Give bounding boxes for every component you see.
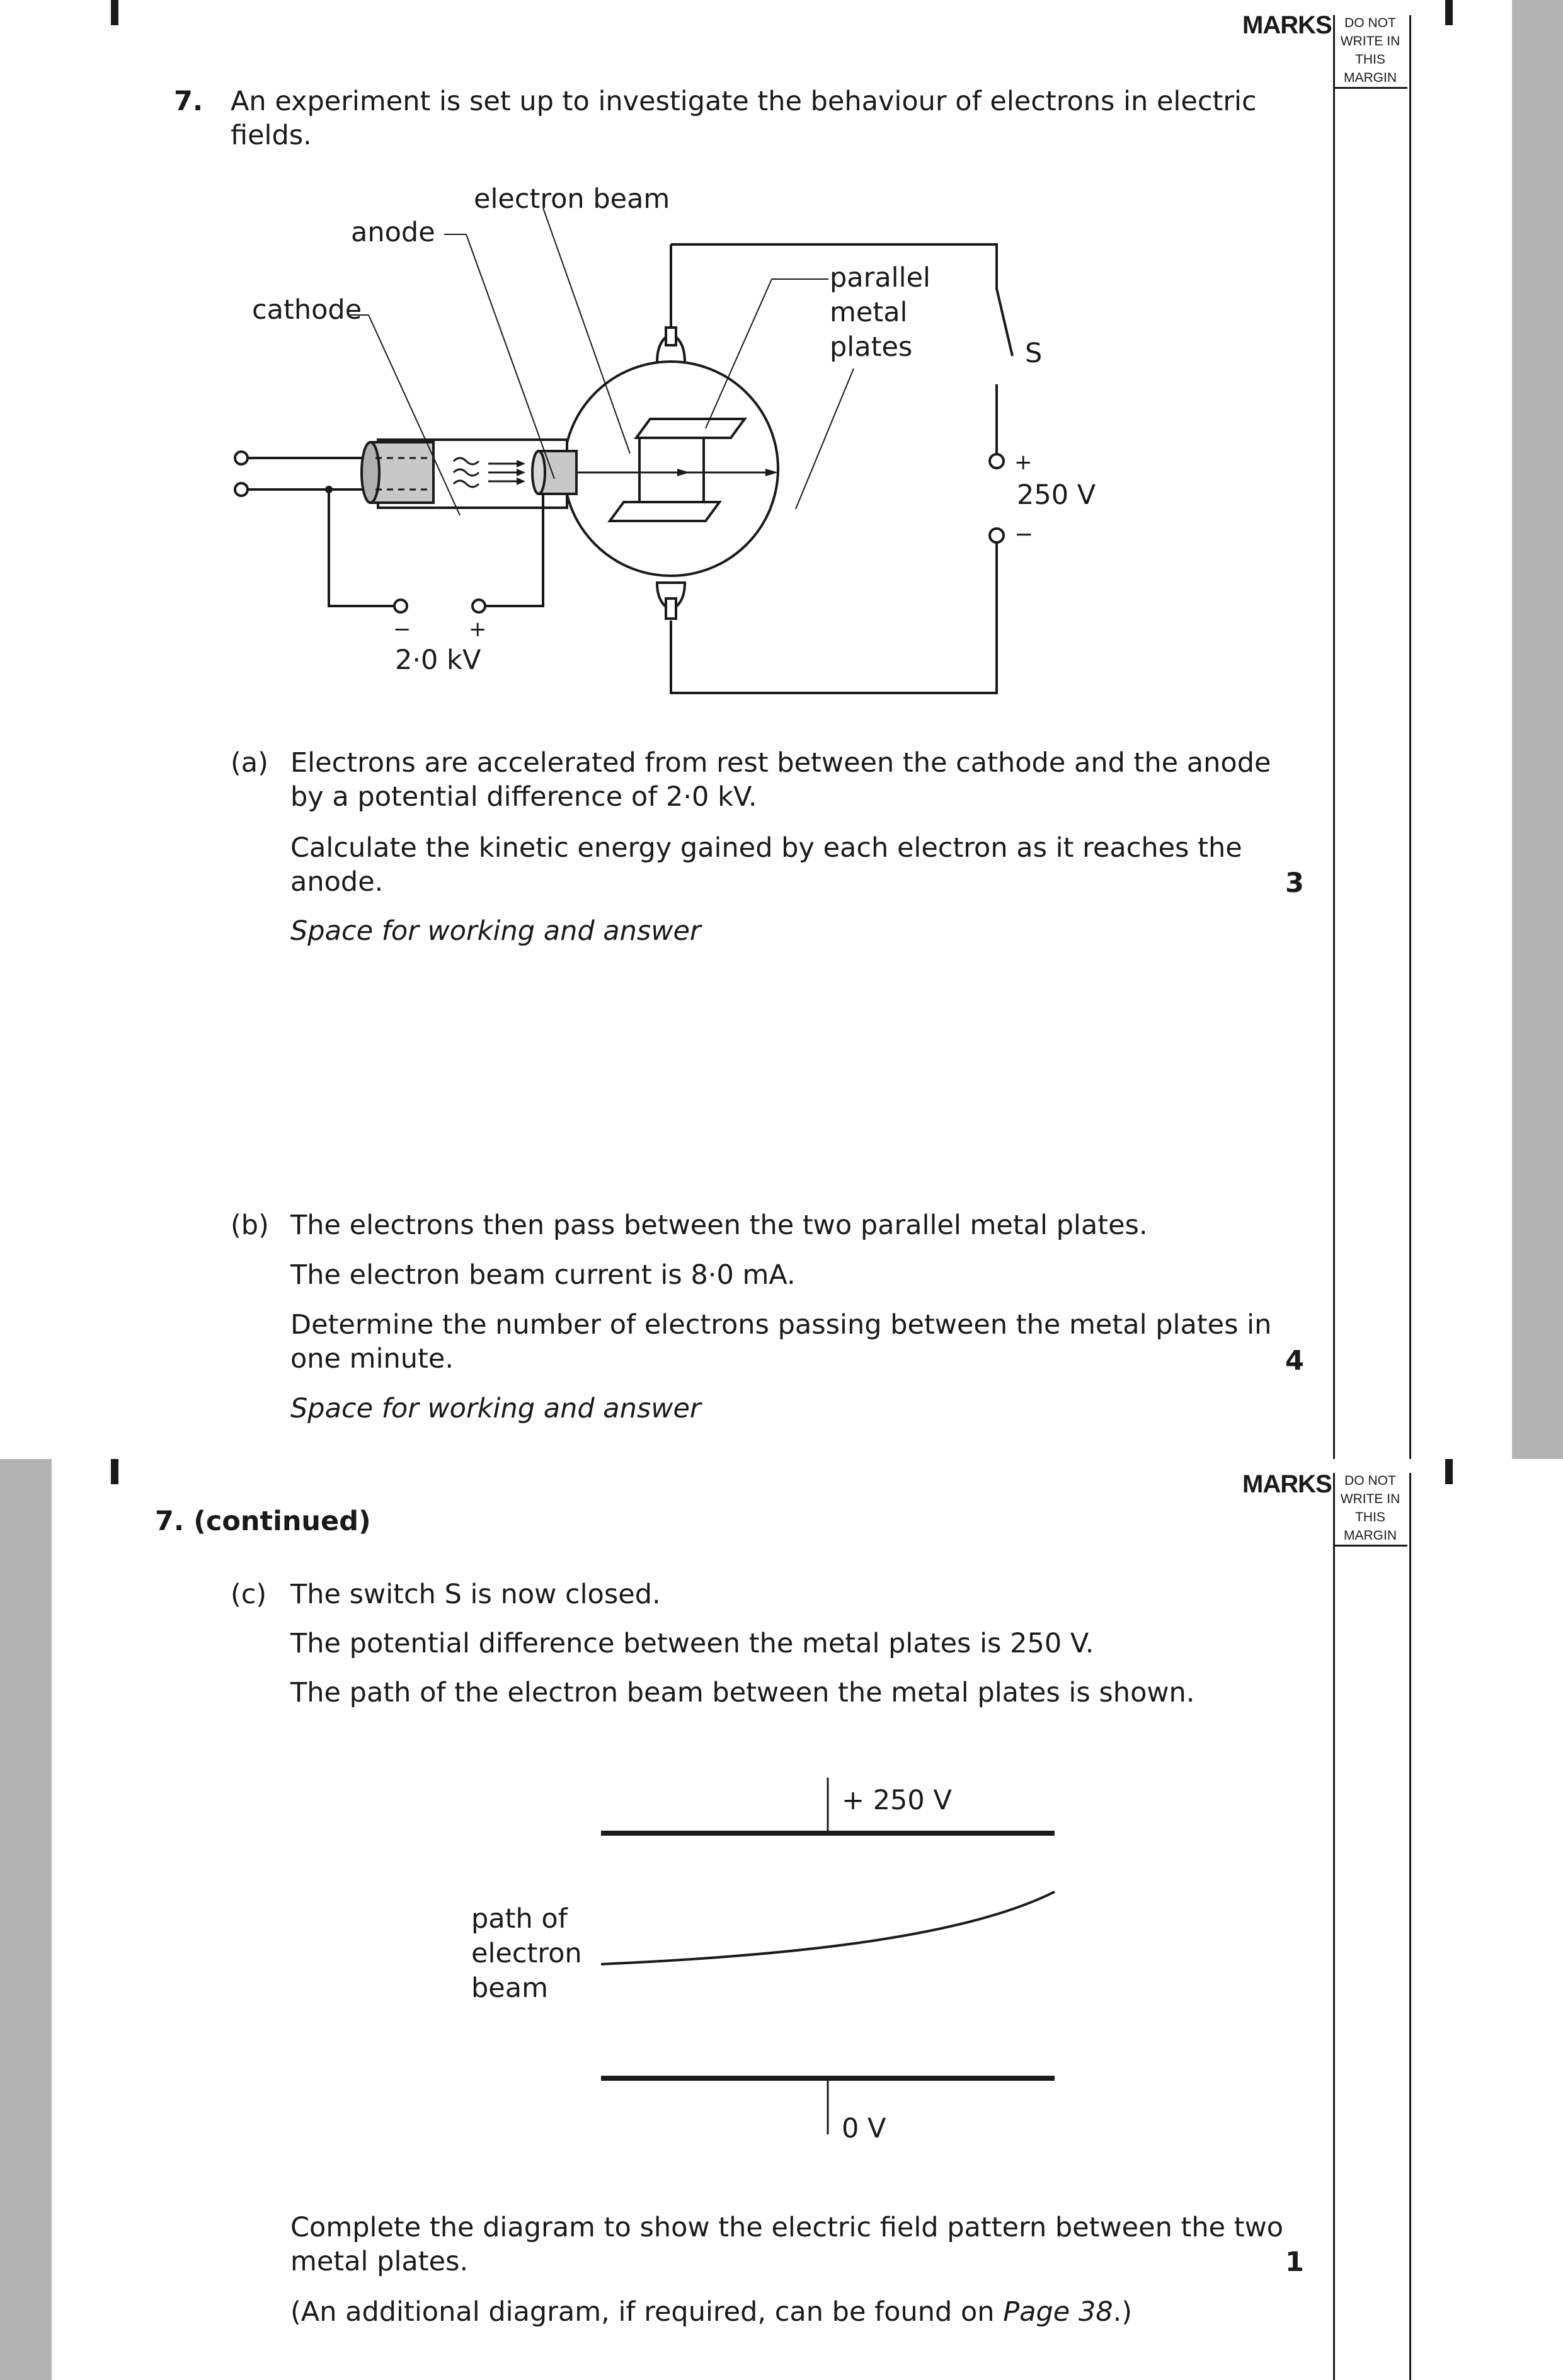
marks-column-header: MARKS xyxy=(1242,11,1332,39)
note-text: (An additional diagram, if required, can be found on xyxy=(290,2296,1004,2328)
part-b-line-1: The electrons then pass between the two parallel metal plates. xyxy=(290,1210,1148,1241)
part-c-line-3: The path of the electron beam between the metal plates is shown. xyxy=(290,1677,1195,1708)
label-plates-3: plates xyxy=(830,331,913,363)
question-continued: 7. (continued) xyxy=(155,1506,371,1537)
label-electron-beam: electron beam xyxy=(474,183,670,215)
part-a-task-1: Calculate the kinetic energy gained by each electron as it reaches the xyxy=(290,832,1242,864)
note-line: MARGIN xyxy=(1344,71,1397,85)
label-plus: + xyxy=(1014,450,1033,475)
part-b-marks: 4 xyxy=(1285,1345,1304,1376)
part-c-note xyxy=(290,2294,1132,2330)
part-b-working-space: Space for working and answer xyxy=(290,1393,701,1424)
question-intro-line-1: An experiment is set up to investigate the behaviour of electrons in electric xyxy=(231,86,1257,117)
part-a-line-1: Electrons are accelerated from rest between the cathode and the anode xyxy=(290,747,1271,779)
part-c-task-1: Complete the diagram to show the electric field pattern between the two xyxy=(290,2212,1284,2243)
part-a-marks: 3 xyxy=(1285,867,1304,899)
note-line: DO NOT xyxy=(1344,1473,1396,1488)
note-line: WRITE IN xyxy=(1340,34,1400,49)
label-path-3: beam xyxy=(471,1972,548,2004)
note-line: MARGIN xyxy=(1344,1528,1397,1543)
label-2kv: 2·0 kV xyxy=(395,644,481,676)
label-bottom-voltage: 0 V xyxy=(842,2113,886,2144)
label-accel-minus: − xyxy=(393,617,411,642)
part-b-line-2: The electron beam current is 8·0 mA. xyxy=(290,1259,796,1291)
note-page-ref: Page 38 xyxy=(1003,2296,1113,2328)
label-top-voltage: + 250 V xyxy=(842,1785,952,1816)
electron-beam-path xyxy=(601,1892,1055,1964)
label-minus: − xyxy=(1014,522,1034,547)
note-line: DO NOT xyxy=(1344,16,1396,30)
part-c-line-2: The potential difference between the metal plates is 250 V. xyxy=(290,1628,1094,1659)
marks-column-header: MARKS xyxy=(1242,1470,1332,1498)
question-intro-line-2: fields. xyxy=(231,120,312,151)
label-250v: 250 V xyxy=(1017,479,1096,511)
note-line: THIS xyxy=(1355,1510,1385,1525)
question-number: 7. xyxy=(174,86,203,117)
part-b-task-1: Determine the number of electrons passing between the metal plates in xyxy=(290,1309,1272,1341)
label-path-1: path of xyxy=(471,1903,568,1935)
part-a-label: (a) xyxy=(231,747,268,779)
part-c-marks: 1 xyxy=(1285,2246,1304,2278)
note-line: THIS xyxy=(1355,52,1385,67)
part-b-task-2: one minute. xyxy=(290,1343,454,1375)
label-cathode: cathode xyxy=(252,294,362,326)
note-line: WRITE IN xyxy=(1340,1492,1400,1506)
label-plates-1: parallel xyxy=(830,262,930,294)
part-c-task-2: metal plates. xyxy=(290,2246,469,2277)
label-path-2: electron xyxy=(471,1938,582,1969)
part-a-working-space: Space for working and answer xyxy=(290,915,701,947)
note-text-end: .) xyxy=(1113,2296,1133,2328)
label-accel-plus: + xyxy=(469,617,487,642)
part-a-line-2: by a potential difference of 2·0 kV. xyxy=(290,781,757,813)
part-c-label: (c) xyxy=(231,1579,267,1610)
part-b-label: (b) xyxy=(231,1210,269,1241)
label-plates-2: metal xyxy=(830,297,908,328)
part-a-task-2: anode. xyxy=(290,866,384,898)
label-switch-s: S xyxy=(1025,338,1043,369)
part-c-line-1: The switch S is now closed. xyxy=(290,1579,661,1610)
label-anode: anode xyxy=(351,217,435,248)
